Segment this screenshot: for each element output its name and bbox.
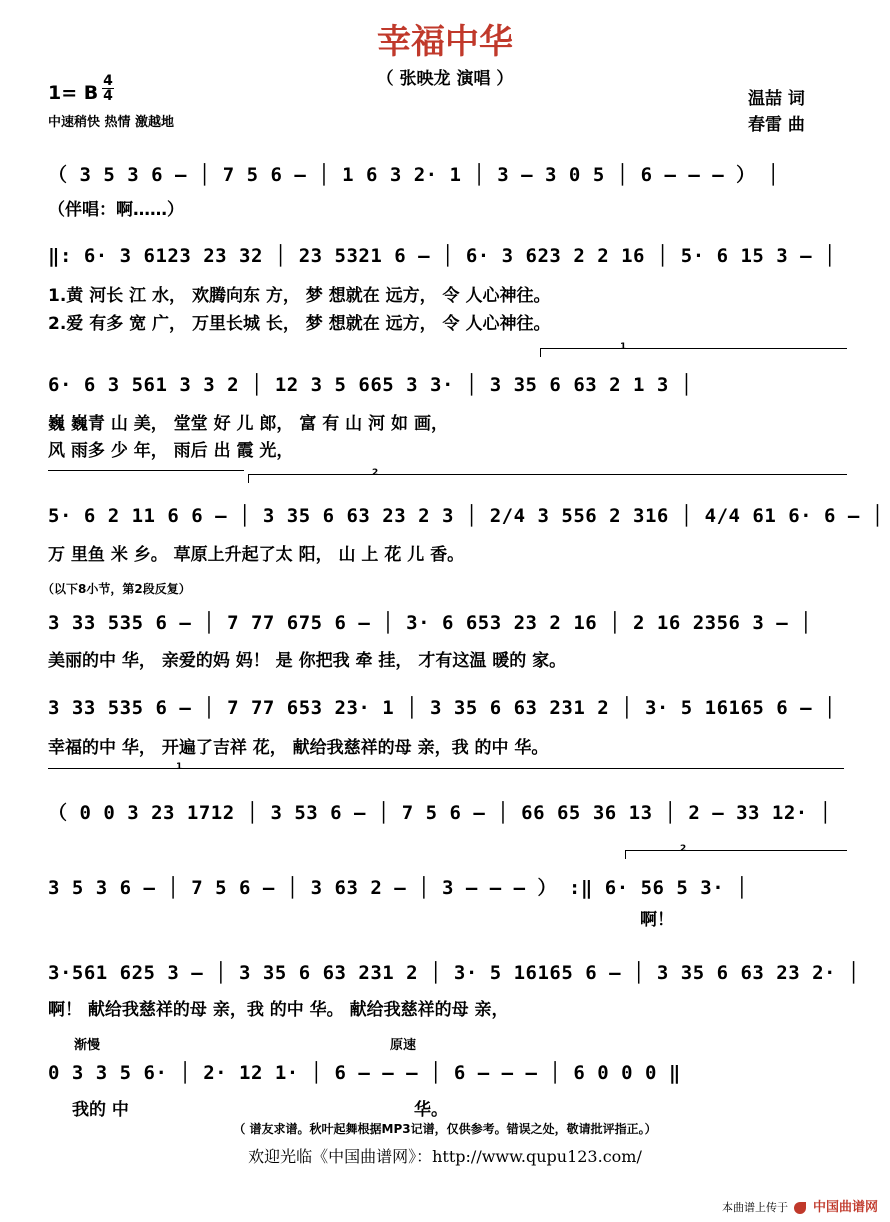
lyric-row-5: 美丽的中 华， 亲爱的妈 妈！ 是 你把我 牵 挂， 才有这温 暖的 家。 <box>48 651 567 671</box>
a-tempo-marking: 原速 <box>390 1038 417 1053</box>
lyric-row-10-b: 华。 <box>414 1100 448 1120</box>
score-row-3: 6· 6 3 561 3 3 2 │ 12 3 5 665 3 3· │ 3 35 6 63 2 1 3 │ <box>48 374 693 396</box>
composer-credit: 春雷 曲 <box>748 115 805 135</box>
volta-2-bracket <box>248 474 847 483</box>
lyric-row-8: 啊！ <box>640 910 674 930</box>
lyric-row-1: （伴唱：啊……） <box>48 200 184 220</box>
volta-1-label: 1 <box>620 342 627 352</box>
upload-credit <box>722 1196 878 1215</box>
lyricist-credit: 温喆 词 <box>748 89 805 109</box>
score-row-10: 0 3 3 5 6· │ 2· 12 1· │ 6 – – – │ 6 – – – │ 6 0 0 0 ‖ <box>48 1062 681 1084</box>
ritardando-marking: 渐慢 <box>74 1038 101 1053</box>
time-signature-top: 4 <box>103 73 113 89</box>
score-row-1: （ 3 5 3 6 – │ 7 5 6 – │ 1 6 3 2· 1 │ 3 – 3 0 5 │ 6 – – – ） │ <box>48 164 780 186</box>
tempo-marking: 中速稍快 热情 激越地 <box>48 115 175 130</box>
volta-1b-bracket <box>48 768 844 777</box>
volta-1-end-line <box>48 470 244 471</box>
score-row-7: （ 0 0 3 23 1712 │ 3 53 6 – │ 7 5 6 – │ 66 65 36 13 │ 2 – 33 12· │ <box>48 802 832 824</box>
lyric-row-4: 万 里鱼 米 乡。 草原上升起了太 阳， 山 上 花 儿 香。 <box>48 545 465 565</box>
upload-prefix: 本曲谱上传于 <box>721 1201 788 1214</box>
score-row-9: 3·561 625 3 – │ 3 35 6 63 231 2 │ 3· 5 16165 6 – │ 3 35 6 63 23 2· │ <box>48 962 860 984</box>
time-signature-bottom: 4 <box>103 88 113 104</box>
score-row-2: ‖: 6· 3 6123 23 32 │ 23 5321 6 – │ 6· 3 623 2 2 16 │ 5· 6 15 3 – │ <box>48 245 836 267</box>
lyric-row-10-a: 我的 中 <box>72 1100 129 1120</box>
key-signature: 1= B <box>48 82 99 104</box>
score-row-5: 3 33 535 6 – │ 7 77 675 6 – │ 3· 6 653 23 2 16 │ 2 16 2356 3 – │ <box>48 612 813 634</box>
volta-1b-label: 1 <box>176 762 183 772</box>
lyric-row-3-verse-1: 巍 巍青 山 美， 堂堂 好 儿 郎， 富 有 山 河 如 画， <box>48 414 448 434</box>
lyric-row-9: 啊！ 献给我慈祥的母 亲，我 的中 华。 献给我慈祥的母 亲， <box>48 1000 509 1020</box>
lyric-row-2-verse-2: 2.爱 有多 宽 广， 万里长城 长， 梦 想就在 远方， 令 人心神往。 <box>48 314 551 334</box>
score-row-6: 3 33 535 6 – │ 7 77 653 23· 1 │ 3 35 6 63 231 2 │ 3· 5 16165 6 – │ <box>48 697 836 719</box>
transcription-note: （ 谱友求谱。秋叶起舞根据MP3记谱，仅供参考。错误之处，敬请批评指正。） <box>233 1122 657 1136</box>
score-row-4: 5· 6 2 11 6 6 – │ 3 35 6 63 23 2 3 │ 2/4 3 556 2 316 │ 4/4 61 6· 6 – │ <box>48 505 884 527</box>
song-title: 幸福中华 <box>377 22 513 62</box>
performer-credit: （ 张映龙 演唱 ） <box>376 69 514 89</box>
lyric-row-6: 幸福的中 华， 开遍了吉祥 花， 献给我慈祥的母 亲，我 的中 华。 <box>48 738 549 758</box>
volta-2b-bracket <box>625 850 847 859</box>
volta-1-bracket <box>540 348 847 357</box>
volta-2-label: 2 <box>372 468 379 478</box>
brand-logo-icon <box>794 1202 806 1214</box>
volta-2b-label: 2 <box>680 844 687 854</box>
score-row-8: 3 5 3 6 – │ 7 5 6 – │ 3 63 2 – │ 3 – – – ） :‖ 6· 56 5 3· │ <box>48 877 749 899</box>
repeat-instruction: （以下8小节，第2段反复） <box>42 582 191 596</box>
lyric-row-3-verse-2: 风 雨多 少 年， 雨后 出 霞 光， <box>48 441 294 461</box>
time-signature <box>102 74 114 103</box>
site-url[interactable]: 欢迎光临《中国曲谱网》：http://www.qupu123.com/ <box>248 1147 642 1166</box>
brand-name[interactable]: 中国曲谱网 <box>812 1200 878 1215</box>
lyric-row-2-verse-1: 1.黄 河长 江 水， 欢腾向东 方， 梦 想就在 远方， 令 人心神往。 <box>48 286 551 306</box>
